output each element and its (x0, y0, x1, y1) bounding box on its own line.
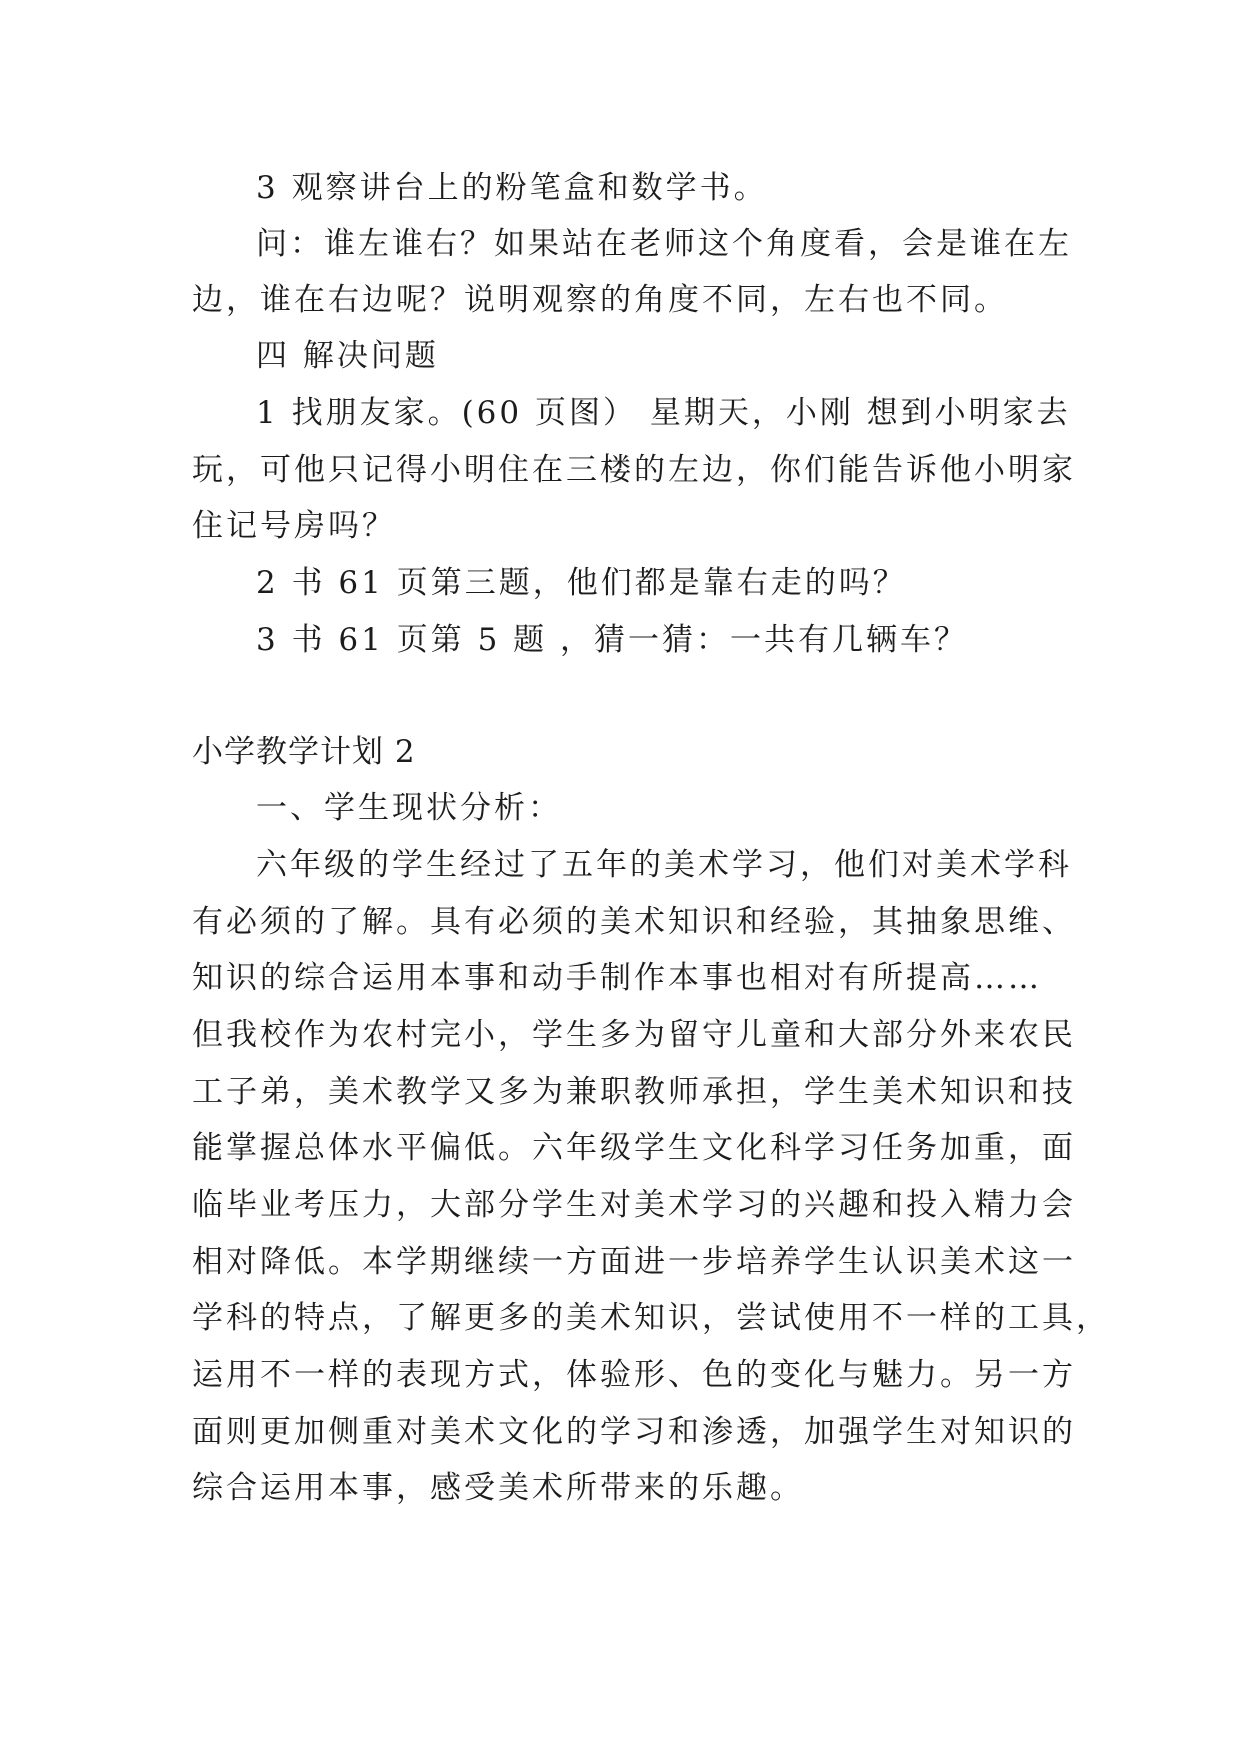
paragraph-line: 能掌握总体水平偏低。六年级学生文化科学习任务加重，面 (192, 1130, 1076, 1166)
paragraph-line: 六年级的学生经过了五年的美术学习，他们对美术学科 (256, 847, 1072, 883)
paragraph-line: 住记号房吗？ (192, 508, 396, 544)
paragraph-line: 玩，可他只记得小明住在三楼的左边，你们能告诉他小明家 (192, 452, 1076, 488)
paragraph-line: 2 书 61 页第三题，他们都是靠右走的吗？ (256, 565, 907, 601)
paragraph-line: 1 找朋友家。(60 页图） 星期天，小刚 想到小明家去 (256, 395, 1071, 431)
paragraph-line: 相对降低。本学期继续一方面进一步培养学生认识美术这一 (192, 1244, 1076, 1280)
paragraph-line: 综合运用本事，感受美术所带来的乐趣。 (192, 1470, 804, 1506)
paragraph-line: 临毕业考压力，大部分学生对美术学习的兴趣和投入精力会 (192, 1187, 1076, 1223)
paragraph-line: 3 观察讲台上的粉笔盒和数学书。 (256, 170, 768, 206)
paragraph-line: 运用不一样的表现方式，体验形、色的变化与魅力。另一方 (192, 1357, 1076, 1393)
document-title: 小学教学计划 2 (192, 734, 416, 770)
section-heading: 四 解决问题 (256, 338, 439, 374)
section-heading: 一、学生现状分析： (256, 790, 562, 826)
paragraph-line: 3 书 61 页第 5 题 ，猜一猜：一共有几辆车？ (256, 622, 969, 658)
paragraph-line: 知识的综合运用本事和动手制作本事也相对有所提高…… (192, 960, 1042, 996)
paragraph-line: 边，谁在右边呢？说明观察的角度不同，左右也不同。 (192, 282, 1008, 318)
paragraph-line: 有必须的了解。具有必须的美术知识和经验，其抽象思维、 (192, 904, 1076, 940)
paragraph-line: 问：谁左谁右？如果站在老师这个角度看，会是谁在左 (256, 226, 1072, 262)
paragraph-line: 工子弟，美术教学又多为兼职教师承担，学生美术知识和技 (192, 1074, 1076, 1110)
paragraph-line: 但我校作为农村完小，学生多为留守儿童和大部分外来农民 (192, 1017, 1076, 1053)
paragraph-line: 面则更加侧重对美术文化的学习和渗透，加强学生对知识的 (192, 1414, 1076, 1450)
paragraph-line: 学科的特点，了解更多的美术知识，尝试使用不一样的工具， (192, 1300, 1110, 1336)
